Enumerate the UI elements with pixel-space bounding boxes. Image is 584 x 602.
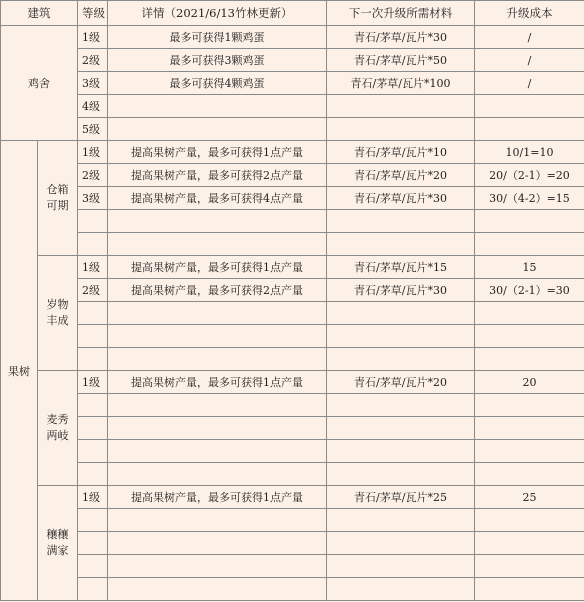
cost-cell	[475, 417, 584, 440]
materials-cell: 青石/茅草/瓦片*25	[327, 486, 475, 509]
cost-cell: /	[475, 26, 584, 49]
level-cell	[78, 417, 108, 440]
materials-cell	[327, 302, 475, 325]
table-row	[1, 325, 584, 348]
cost-cell	[475, 210, 584, 233]
cost-cell: 25	[475, 486, 584, 509]
detail-cell	[108, 210, 327, 233]
materials-cell	[327, 555, 475, 578]
level-cell: 2级	[78, 164, 108, 187]
table-row	[1, 532, 584, 555]
table-row	[1, 417, 584, 440]
sub-building-name: 麦秀两岐	[38, 371, 78, 486]
level-cell	[78, 578, 108, 601]
level-cell: 1级	[78, 256, 108, 279]
cost-cell	[475, 532, 584, 555]
materials-cell: 青石/茅草/瓦片*10	[327, 141, 475, 164]
level-cell: 1级	[78, 141, 108, 164]
cost-cell: 30/（2-1）=30	[475, 279, 584, 302]
detail-cell	[108, 417, 327, 440]
materials-cell: 青石/茅草/瓦片*50	[327, 49, 475, 72]
cost-cell: 20	[475, 371, 584, 394]
building-name-fruit-tree: 果树	[1, 141, 38, 601]
detail-cell: 提高果树产量，最多可获得2点产量	[108, 279, 327, 302]
table-row	[1, 279, 584, 302]
header-building: 建筑	[1, 1, 78, 26]
table-row	[1, 49, 584, 72]
level-cell: 2级	[78, 279, 108, 302]
table-row	[1, 187, 584, 210]
cost-cell	[475, 578, 584, 601]
detail-cell	[108, 302, 327, 325]
cost-cell	[475, 509, 584, 532]
level-cell	[78, 210, 108, 233]
materials-cell	[327, 463, 475, 486]
level-cell	[78, 233, 108, 256]
table-row	[1, 371, 584, 394]
detail-cell	[108, 233, 327, 256]
level-cell: 3级	[78, 72, 108, 95]
level-cell: 1级	[78, 26, 108, 49]
cost-cell	[475, 440, 584, 463]
level-cell: 1级	[78, 486, 108, 509]
header-detail: 详情（2021/6/13竹林更新）	[108, 1, 327, 26]
detail-cell	[108, 95, 327, 118]
materials-cell	[327, 440, 475, 463]
detail-cell	[108, 463, 327, 486]
table-row	[1, 256, 584, 279]
materials-cell: 青石/茅草/瓦片*20	[327, 164, 475, 187]
detail-cell	[108, 118, 327, 141]
detail-cell: 提高果树产量，最多可获得1点产量	[108, 486, 327, 509]
cost-cell: /	[475, 72, 584, 95]
table-body	[1, 26, 584, 601]
table-row	[1, 463, 584, 486]
detail-cell: 提高果树产量，最多可获得1点产量	[108, 256, 327, 279]
materials-cell: 青石/茅草/瓦片*100	[327, 72, 475, 95]
table-row	[1, 394, 584, 417]
level-cell	[78, 394, 108, 417]
header-level: 等级	[78, 1, 108, 26]
cost-cell	[475, 95, 584, 118]
materials-cell	[327, 118, 475, 141]
cost-cell	[475, 233, 584, 256]
table-row	[1, 233, 584, 256]
detail-cell	[108, 440, 327, 463]
level-cell	[78, 509, 108, 532]
materials-cell	[327, 325, 475, 348]
cost-cell: 20/（2-1）=20	[475, 164, 584, 187]
table-row	[1, 302, 584, 325]
materials-cell	[327, 394, 475, 417]
detail-cell	[108, 325, 327, 348]
table-row	[1, 141, 584, 164]
level-cell	[78, 325, 108, 348]
materials-cell	[327, 348, 475, 371]
detail-cell: 最多可获得4颗鸡蛋	[108, 72, 327, 95]
detail-cell: 提高果树产量，最多可获得1点产量	[108, 141, 327, 164]
cost-cell: /	[475, 49, 584, 72]
cost-cell	[475, 118, 584, 141]
detail-cell: 提高果树产量，最多可获得4点产量	[108, 187, 327, 210]
level-cell	[78, 463, 108, 486]
detail-cell: 最多可获得3颗鸡蛋	[108, 49, 327, 72]
table-row	[1, 164, 584, 187]
detail-cell: 提高果树产量，最多可获得1点产量	[108, 371, 327, 394]
table-row	[1, 555, 584, 578]
detail-cell: 提高果树产量，最多可获得2点产量	[108, 164, 327, 187]
materials-cell	[327, 532, 475, 555]
detail-cell	[108, 509, 327, 532]
materials-cell: 青石/茅草/瓦片*30	[327, 187, 475, 210]
materials-cell: 青石/茅草/瓦片*20	[327, 371, 475, 394]
sub-building-name: 穰穰满家	[38, 486, 78, 601]
detail-cell	[108, 348, 327, 371]
level-cell: 5级	[78, 118, 108, 141]
cost-cell: 15	[475, 256, 584, 279]
table-row	[1, 118, 584, 141]
cost-cell	[475, 302, 584, 325]
materials-cell: 青石/茅草/瓦片*30	[327, 26, 475, 49]
cost-cell	[475, 463, 584, 486]
detail-cell	[108, 578, 327, 601]
level-cell: 4级	[78, 95, 108, 118]
level-cell	[78, 555, 108, 578]
cost-cell	[475, 394, 584, 417]
level-cell: 1级	[78, 371, 108, 394]
table-row	[1, 72, 584, 95]
materials-cell: 青石/茅草/瓦片*30	[327, 279, 475, 302]
materials-cell	[327, 233, 475, 256]
building-name-coop: 鸡舍	[1, 26, 78, 141]
table-row	[1, 578, 584, 601]
level-cell	[78, 302, 108, 325]
table-row	[1, 440, 584, 463]
level-cell: 2级	[78, 49, 108, 72]
cost-cell: 30/（4-2）=15	[475, 187, 584, 210]
detail-cell: 最多可获得1颗鸡蛋	[108, 26, 327, 49]
level-cell	[78, 440, 108, 463]
materials-cell	[327, 210, 475, 233]
table-row	[1, 210, 584, 233]
materials-cell: 青石/茅草/瓦片*15	[327, 256, 475, 279]
level-cell	[78, 532, 108, 555]
cost-cell	[475, 325, 584, 348]
table-row	[1, 95, 584, 118]
header-cost: 升级成本	[475, 1, 584, 26]
cost-cell	[475, 555, 584, 578]
table-row	[1, 348, 584, 371]
table-row	[1, 26, 584, 49]
detail-cell	[108, 532, 327, 555]
materials-cell	[327, 578, 475, 601]
table-row	[1, 486, 584, 509]
materials-cell	[327, 417, 475, 440]
materials-cell	[327, 509, 475, 532]
cost-cell	[475, 348, 584, 371]
detail-cell	[108, 394, 327, 417]
header-materials: 下一次升级所需材料	[327, 1, 475, 26]
header-row	[1, 1, 584, 26]
detail-cell	[108, 555, 327, 578]
table-row	[1, 509, 584, 532]
materials-cell	[327, 95, 475, 118]
sub-building-name: 岁物丰成	[38, 256, 78, 371]
level-cell	[78, 348, 108, 371]
sub-building-name: 仓箱可期	[38, 141, 78, 256]
cost-cell: 10/1=10	[475, 141, 584, 164]
level-cell: 3级	[78, 187, 108, 210]
